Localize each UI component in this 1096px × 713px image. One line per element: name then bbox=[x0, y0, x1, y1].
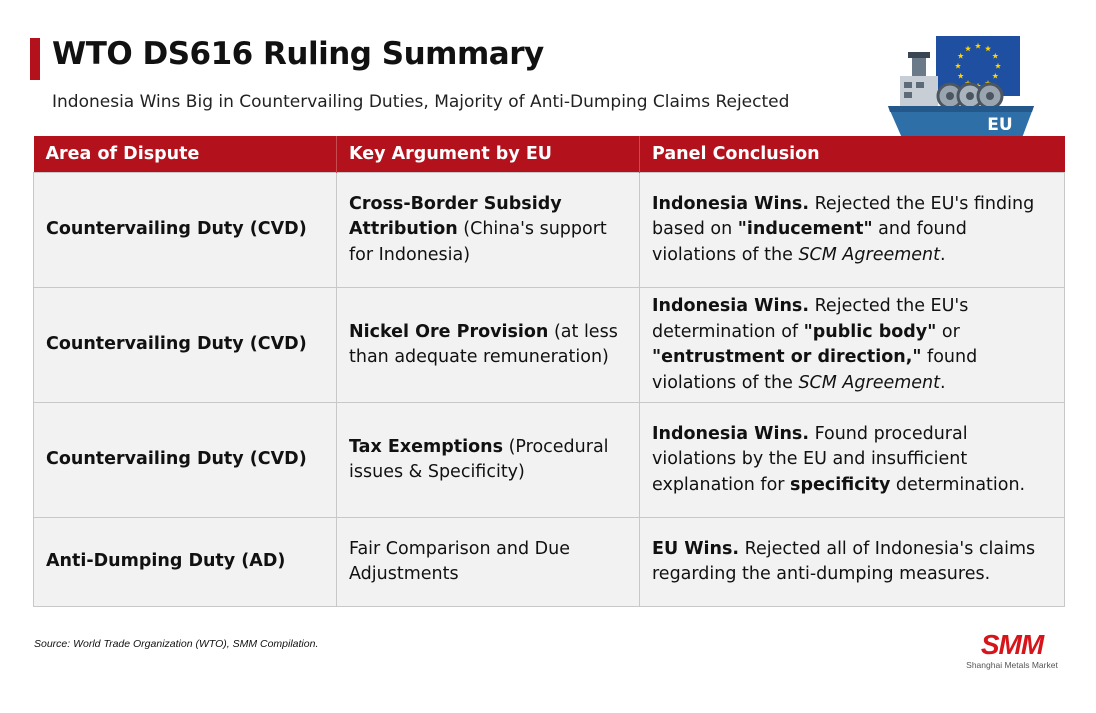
page-subtitle: Indonesia Wins Big in Countervailing Duties, Majority of Anti-Dumping Claims Rejected bbox=[52, 92, 790, 112]
table-header-row bbox=[34, 136, 1065, 173]
conclusion-text: "inducement" bbox=[737, 219, 873, 240]
column-header-area: Area of Dispute bbox=[34, 136, 337, 173]
conclusion-text: Rejected the EU's determination of bbox=[652, 296, 969, 342]
ship-smokestack bbox=[912, 56, 926, 78]
conclusion-text: SCM Agreement bbox=[798, 372, 941, 393]
conclusion-text: Indonesia Wins. bbox=[652, 193, 809, 214]
page-title: WTO DS616 Ruling Summary bbox=[52, 36, 544, 72]
argument-cell bbox=[337, 173, 640, 288]
smm-logo-subtext: Shanghai Metals Market bbox=[966, 660, 1058, 670]
column-header-argument: Key Argument by EU bbox=[337, 136, 640, 173]
table-row bbox=[34, 403, 1065, 518]
conclusion-text: "public body" bbox=[803, 321, 937, 342]
ship-label: EU bbox=[987, 115, 1013, 135]
argument-rest: (at less than adequate remuneration) bbox=[349, 321, 618, 367]
title-accent-bar bbox=[30, 38, 40, 80]
conclusion-text: and found violations of the bbox=[652, 219, 967, 265]
conclusion-text: found violations of the bbox=[652, 347, 978, 393]
argument-cell bbox=[337, 288, 640, 403]
conclusion-cell bbox=[640, 173, 1065, 288]
ship-cabin bbox=[900, 76, 938, 106]
source-note: Source: World Trade Organization (WTO), SMM Compilation. bbox=[34, 638, 319, 650]
conclusion-text: SCM Agreement bbox=[798, 244, 941, 265]
conclusion-text: Indonesia Wins. bbox=[652, 296, 809, 316]
smm-logo bbox=[966, 630, 1058, 674]
area-cell: Countervailing Duty (CVD) bbox=[34, 288, 337, 403]
ruling-summary-table bbox=[33, 136, 1065, 607]
argument-cell bbox=[337, 518, 640, 607]
conclusion-text: "entrustment or direction," bbox=[652, 347, 922, 367]
steel-coils-icon bbox=[938, 84, 1002, 108]
argument-cell bbox=[337, 403, 640, 518]
argument-rest: Fair Comparison and Due Adjustments bbox=[349, 538, 570, 584]
conclusion-text: determination. bbox=[890, 474, 1026, 495]
argument-rest: (China's support for Indonesia) bbox=[349, 219, 607, 265]
conclusion-text: . bbox=[940, 372, 946, 393]
column-header-conclusion: Panel Conclusion bbox=[640, 136, 1065, 173]
smm-logo-wordmark: SMM bbox=[980, 629, 1044, 660]
conclusion-cell bbox=[640, 288, 1065, 403]
table-row bbox=[34, 173, 1065, 288]
conclusion-text: . bbox=[940, 244, 946, 265]
argument-bold: Nickel Ore Provision bbox=[349, 321, 549, 342]
conclusion-text: EU Wins. bbox=[652, 538, 740, 559]
conclusion-text: Found procedural violations by the EU and insufficient explanation for bbox=[652, 423, 968, 495]
conclusion-text: or bbox=[936, 321, 960, 342]
table-row bbox=[34, 518, 1065, 607]
area-cell: Countervailing Duty (CVD) bbox=[34, 403, 337, 518]
argument-rest: (Procedural issues & Specificity) bbox=[349, 436, 609, 482]
conclusion-cell bbox=[640, 518, 1065, 607]
conclusion-text: Rejected all of Indonesia's claims regarding the anti-dumping measures. bbox=[652, 538, 1036, 584]
conclusion-text: Rejected the EU's finding based on bbox=[652, 193, 1035, 240]
conclusion-text: specificity bbox=[790, 474, 891, 495]
argument-bold: Cross-Border Subsidy Attribution bbox=[349, 193, 562, 240]
area-cell: Anti-Dumping Duty (AD) bbox=[34, 518, 337, 607]
table-row bbox=[34, 288, 1065, 403]
conclusion-cell bbox=[640, 403, 1065, 518]
argument-bold: Tax Exemptions bbox=[349, 436, 504, 457]
area-cell: Countervailing Duty (CVD) bbox=[34, 173, 337, 288]
conclusion-text: Indonesia Wins. bbox=[652, 423, 809, 444]
eu-cargo-ship-icon bbox=[884, 34, 1036, 144]
